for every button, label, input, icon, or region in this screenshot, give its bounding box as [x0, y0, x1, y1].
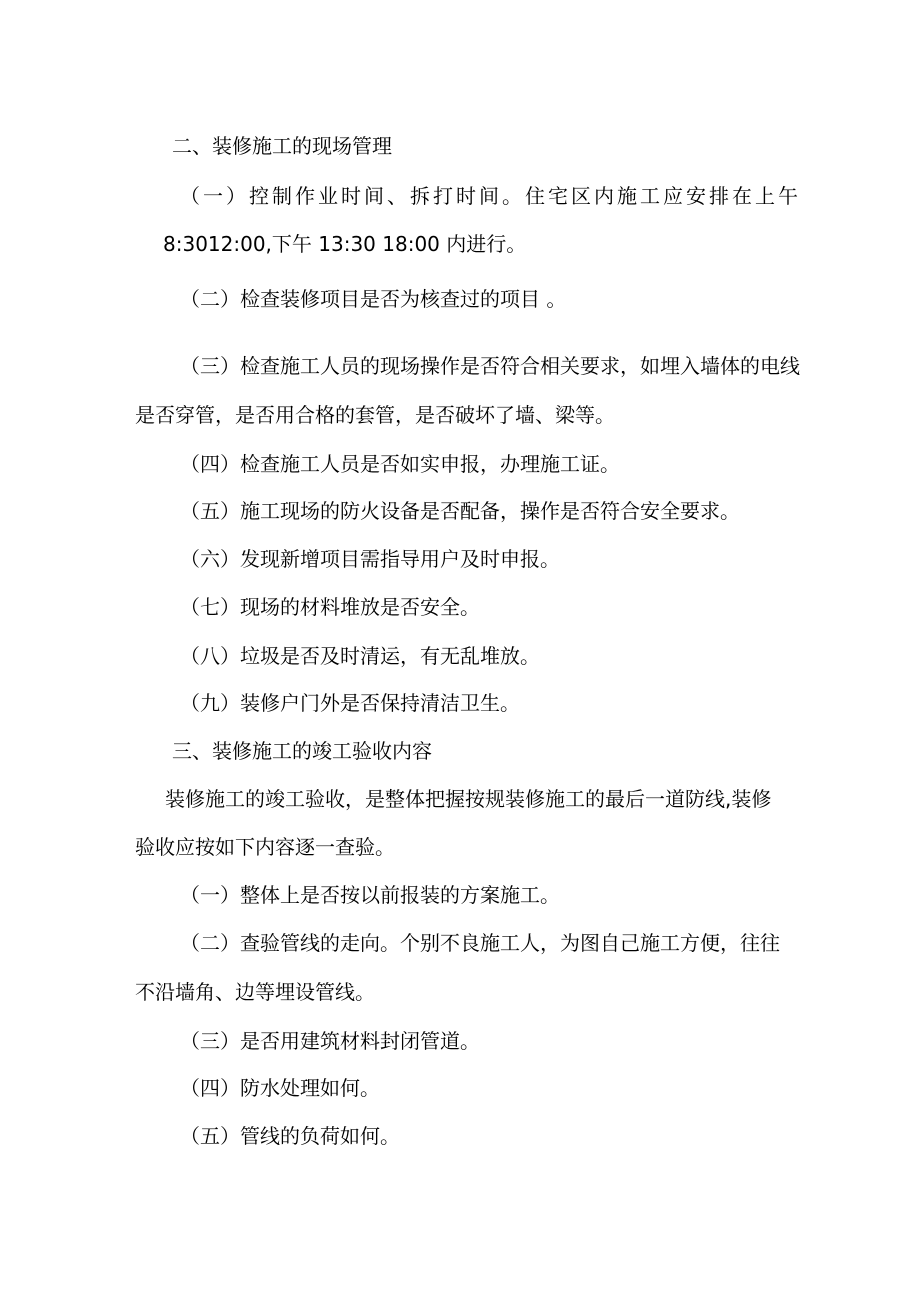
section-3-intro-line-1: 装修施工的竣工验收，是整体把握按规装修施工的最后一道防线,装修 — [165, 787, 772, 811]
section-3-item-2-line-1: （二）查验管线的走向。个别不良施工人，为图自己施工方便，往往 — [180, 931, 780, 955]
section-2-heading: 二、装修施工的现场管理 — [172, 134, 392, 158]
section-3-item-4: （四）防水处理如何。 — [180, 1076, 380, 1100]
section-2-item-1-line-2: 8:3012:00,下午 13:30 18:00 内进行。 — [163, 232, 527, 256]
section-2-item-7: （七）现场的材料堆放是否安全。 — [180, 595, 480, 619]
section-2-item-3-line-1: （三）检查施工人员的现场操作是否符合相关要求，如埋入墙体的电线 — [180, 354, 800, 378]
section-3-item-3: （三）是否用建筑材料封闭管道。 — [180, 1029, 480, 1053]
section-2-item-2: （二）检查装修项目是否为核查过的项目 。 — [180, 287, 567, 311]
section-3-item-1: （一）整体上是否按以前报装的方案施工。 — [180, 883, 560, 907]
section-2-item-4: （四）检查施工人员是否如实申报，办理施工证。 — [180, 452, 620, 476]
section-2-item-6: （六）发现新增项目需指导用户及时申报。 — [180, 547, 560, 571]
section-3-item-2-line-2: 不沿墙角、边等埋设管线。 — [135, 980, 375, 1004]
section-3-item-5: （五）管线的负荷如何。 — [180, 1124, 400, 1148]
section-3-heading: 三、装修施工的竣工验收内容 — [172, 739, 432, 763]
section-2-item-9: （九）装修户门外是否保持清洁卫生。 — [180, 691, 520, 715]
section-2-item-3-line-2: 是否穿管，是否用合格的套管，是否破坏了墙、梁等。 — [135, 403, 615, 427]
section-2-item-8: （八）垃圾是否及时清运，有无乱堆放。 — [180, 644, 540, 668]
section-2-item-5: （五）施工现场的防火设备是否配备，操作是否符合安全要求。 — [180, 499, 740, 523]
section-3-intro-line-2: 验收应按如下内容逐一查验。 — [135, 835, 395, 859]
section-2-item-1-line-1: （一）控制作业时间、拆打时间。住宅区内施工应安排在上午 — [180, 184, 801, 208]
